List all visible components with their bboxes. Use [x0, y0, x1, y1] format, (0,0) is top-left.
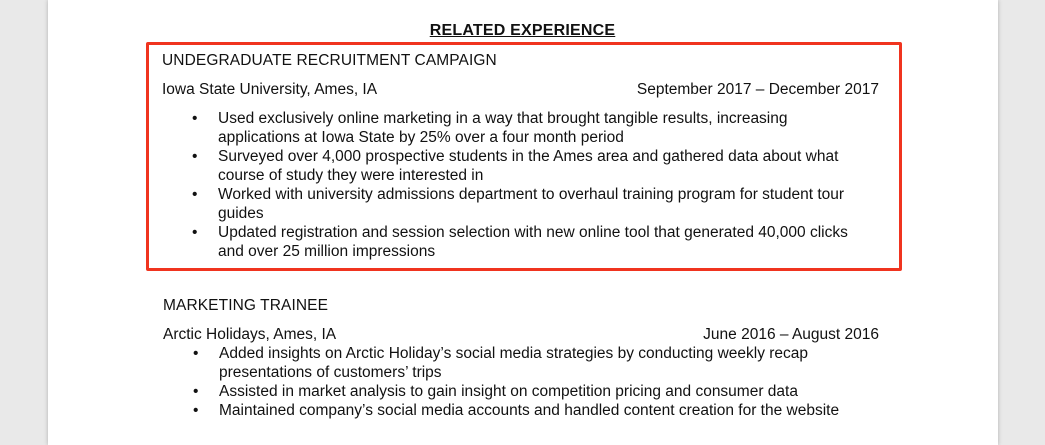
bullet-dot: •	[192, 148, 198, 165]
bullet-line: Worked with university admissions department to overhaul training program for student tour	[218, 186, 845, 203]
section-title: RELATED EXPERIENCE	[429, 22, 616, 39]
bullet-line: Surveyed over 4,000 prospective students in the Ames area and gathered data about what	[218, 148, 839, 165]
job-meta	[162, 80, 879, 99]
bullet-line: guides	[218, 205, 264, 222]
bullet-line: Assisted in market analysis to gain insight on competition pricing and consumer data	[219, 383, 798, 400]
bullet-item	[162, 185, 879, 223]
bullet-line: Maintained company’s social media accounts and handled content creation for the website	[219, 402, 840, 419]
job-title: UNDEGRADUATE RECRUITMENT CAMPAIGN	[162, 52, 497, 69]
job-dates: June 2016 – August 2016	[703, 326, 879, 343]
bullet-line: applications at Iowa State by 25% over a four month period	[218, 129, 624, 146]
job-bullets	[163, 344, 879, 420]
bullet-dot: •	[192, 186, 198, 203]
bullet-dot: •	[193, 345, 199, 362]
bullet-item	[163, 401, 879, 420]
bullet-line: and over 25 million impressions	[218, 243, 436, 260]
job-entry-recruitment-campaign	[162, 51, 879, 261]
job-organization: Arctic Holidays, Ames, IA	[163, 326, 337, 343]
bullet-dot: •	[192, 110, 198, 127]
job-bullets	[162, 109, 879, 261]
bullet-line: presentations of customers’ trips	[219, 364, 442, 381]
bullet-dot: •	[192, 224, 198, 241]
bullet-line: Updated registration and session selection with new online tool that generated 40,000 clicks	[218, 224, 848, 241]
bullet-dot: •	[193, 383, 199, 400]
job-organization: Iowa State University, Ames, IA	[162, 81, 378, 98]
job-meta	[163, 325, 879, 344]
job-title: MARKETING TRAINEE	[163, 297, 329, 314]
bullet-item	[163, 344, 879, 382]
job-entry-marketing-trainee	[163, 296, 879, 420]
job-dates: September 2017 – December 2017	[636, 81, 879, 98]
bullet-line: Added insights on Arctic Holiday’s social media strategies by conducting weekly recap	[219, 345, 809, 362]
bullet-item	[162, 223, 879, 261]
bullet-line: course of study they were interested in	[218, 167, 484, 184]
bullet-dot: •	[193, 402, 199, 419]
bullet-line: Used exclusively online marketing in a way that brought tangible results, increasing	[218, 110, 788, 127]
bullet-item	[162, 109, 879, 147]
bullet-item	[162, 147, 879, 185]
bullet-item	[163, 382, 879, 401]
